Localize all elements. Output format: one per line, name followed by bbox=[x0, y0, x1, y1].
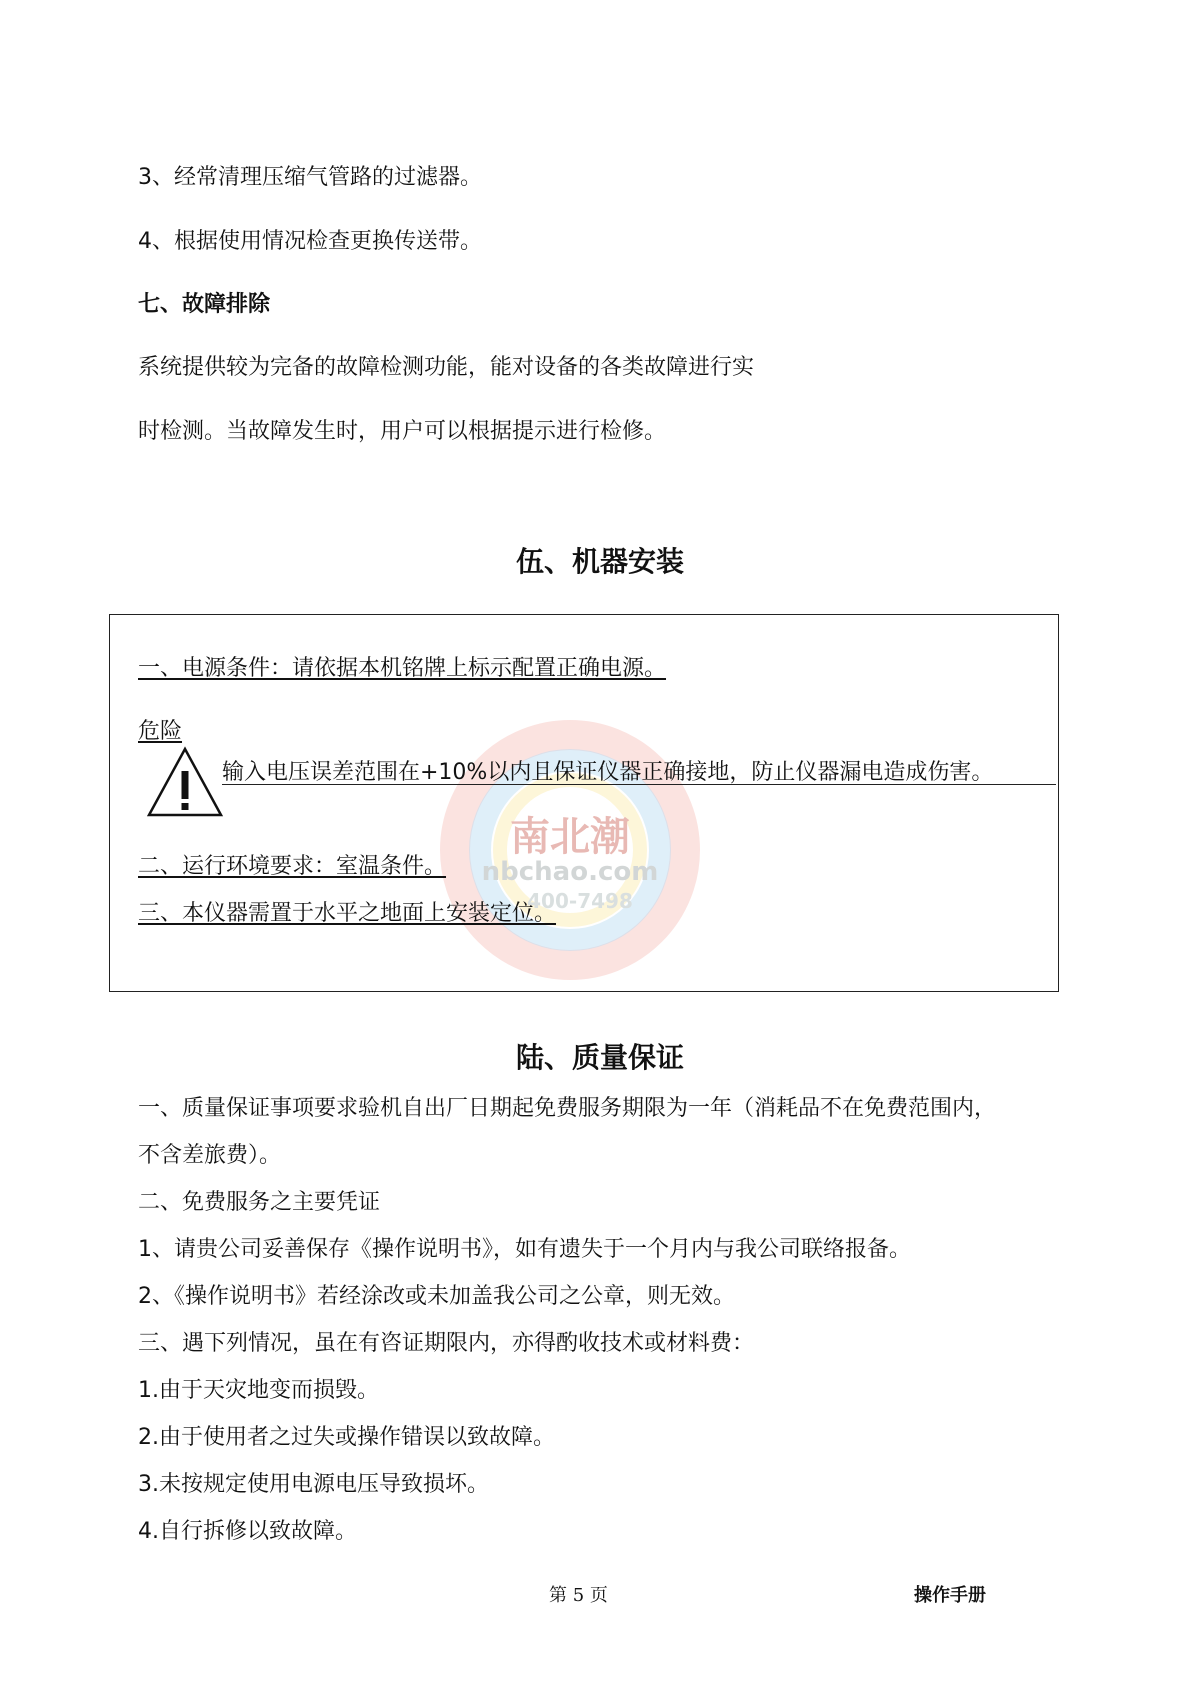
warranty-section-title: 陆、质量保证 bbox=[515, 1041, 684, 1074]
troubleshooting-paragraph-line-1: 系统提供较为完备的故障检测功能，能对设备的各类故障进行实 bbox=[138, 355, 755, 380]
warranty-line-7: 1.由于天灾地变而损毁。 bbox=[138, 1378, 379, 1403]
warranty-line-9: 3.未按规定使用电源电压导致损坏。 bbox=[138, 1472, 489, 1497]
warranty-line-4: 1、请贵公司妥善保存《操作说明书》，如有遗失于一个月内与我公司联络报备。 bbox=[138, 1237, 911, 1262]
maintenance-item-3: 3、经常清理压缩气管路的过滤器。 bbox=[138, 165, 482, 190]
troubleshooting-title: 七、故障排除 bbox=[138, 292, 271, 317]
danger-label: 危险 bbox=[138, 719, 183, 744]
watermark-site: nbchao.com bbox=[481, 857, 659, 887]
watermark-logo bbox=[430, 700, 710, 1000]
warranty-line-5: 2、《操作说明书》若经涂改或未加盖我公司之公章，则无效。 bbox=[138, 1284, 735, 1309]
warranty-line-1: 一、质量保证事项要求验机自出厂日期起免费服务期限为一年（消耗品不在免费范围内， bbox=[138, 1096, 997, 1121]
warranty-line-3: 二、免费服务之主要凭证 bbox=[138, 1190, 381, 1215]
danger-text: 输入电压误差范围在+10%以内且保证仪器正确接地，防止仪器漏电造成伤害。 bbox=[222, 760, 994, 785]
danger-underline bbox=[222, 784, 1056, 785]
install-section-title: 伍、机器安装 bbox=[515, 545, 684, 578]
warranty-line-8: 2.由于使用者之过失或操作错误以致故障。 bbox=[138, 1425, 555, 1450]
warranty-line-2: 不含差旅费）。 bbox=[138, 1143, 282, 1168]
install-positioning: 三、本仪器需置于水平之地面上安装定位。 bbox=[138, 901, 557, 926]
maintenance-item-4: 4、根据使用情况检查更换传送带。 bbox=[138, 229, 482, 254]
warranty-line-10: 4.自行拆修以致故障。 bbox=[138, 1519, 357, 1544]
troubleshooting-paragraph-line-2: 时检测。当故障发生时，用户可以根据提示进行检修。 bbox=[138, 419, 667, 444]
warning-triangle-icon bbox=[146, 746, 224, 818]
install-environment: 二、运行环境要求：室温条件。 bbox=[138, 854, 447, 879]
install-power-condition: 一、电源条件：请依据本机铭牌上标示配置正确电源。 bbox=[138, 656, 667, 681]
watermark-brand: 南北潮 bbox=[510, 814, 630, 860]
footer-page-number: 第 5 页 bbox=[549, 1585, 608, 1606]
footer-manual-title: 操作手册 bbox=[914, 1585, 986, 1606]
warranty-line-6: 三、遇下列情况，虽在有咨证期限内，亦得酌收技术或材料费： bbox=[138, 1331, 755, 1356]
watermark-phone: 400-7498 bbox=[527, 889, 633, 913]
